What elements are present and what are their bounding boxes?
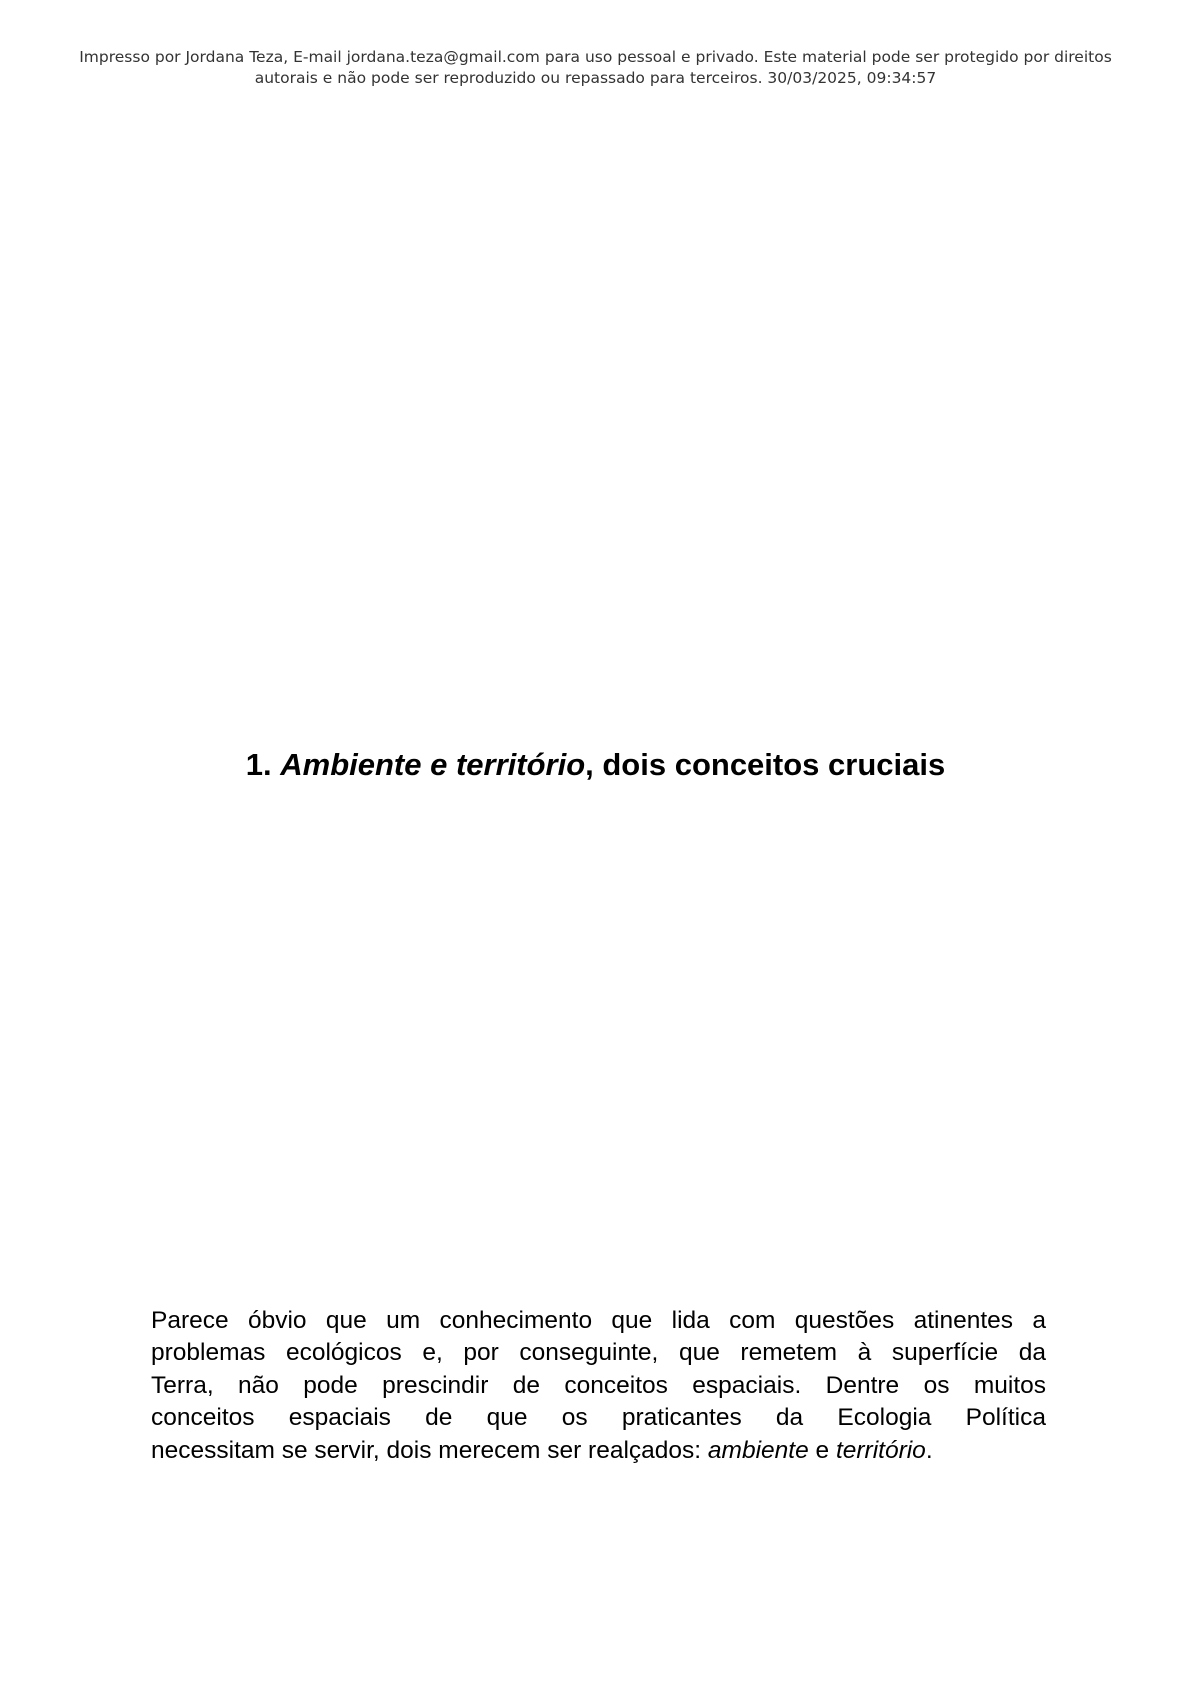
watermark-line-1: Impresso por Jordana Teza, E-mail jordana.teza@gmail.com para uso pessoal e privado. Este material pode ser protegido por direitos (79, 48, 1112, 66)
print-watermark (40, 47, 1151, 89)
body-paragraph (151, 1305, 1046, 1467)
paragraph-end: . (925, 1436, 933, 1464)
section-title-italic: Ambiente e território (280, 747, 586, 782)
section-title (0, 746, 1191, 784)
paragraph-line-5 (151, 1435, 1046, 1467)
paragraph-line-2: problemas ecológicos e, por conseguinte, que remetem à superfície da (151, 1339, 1046, 1367)
term-territorio: território (835, 1436, 926, 1464)
paragraph-line-5-start: necessitam se servir, dois merecem ser realçados: (151, 1436, 708, 1464)
paragraph-line-4: conceitos espaciais de que os praticantes da Ecologia Política (151, 1404, 1046, 1432)
section-number: 1. (245, 747, 272, 782)
paragraph-line-3: Terra, não pode prescindir de conceitos espaciais. Dentre os muitos (151, 1371, 1046, 1399)
term-connector: e (808, 1436, 836, 1464)
paragraph-line-1: Parece óbvio que um conhecimento que lida com questões atinentes a (151, 1307, 1046, 1334)
watermark-line-2: autorais e não pode ser reproduzido ou repassado para terceiros. 30/03/2025, 09:34:57 (254, 69, 937, 87)
section-title-rest: , dois conceitos cruciais (585, 747, 946, 782)
term-ambiente: ambiente (707, 1436, 809, 1464)
